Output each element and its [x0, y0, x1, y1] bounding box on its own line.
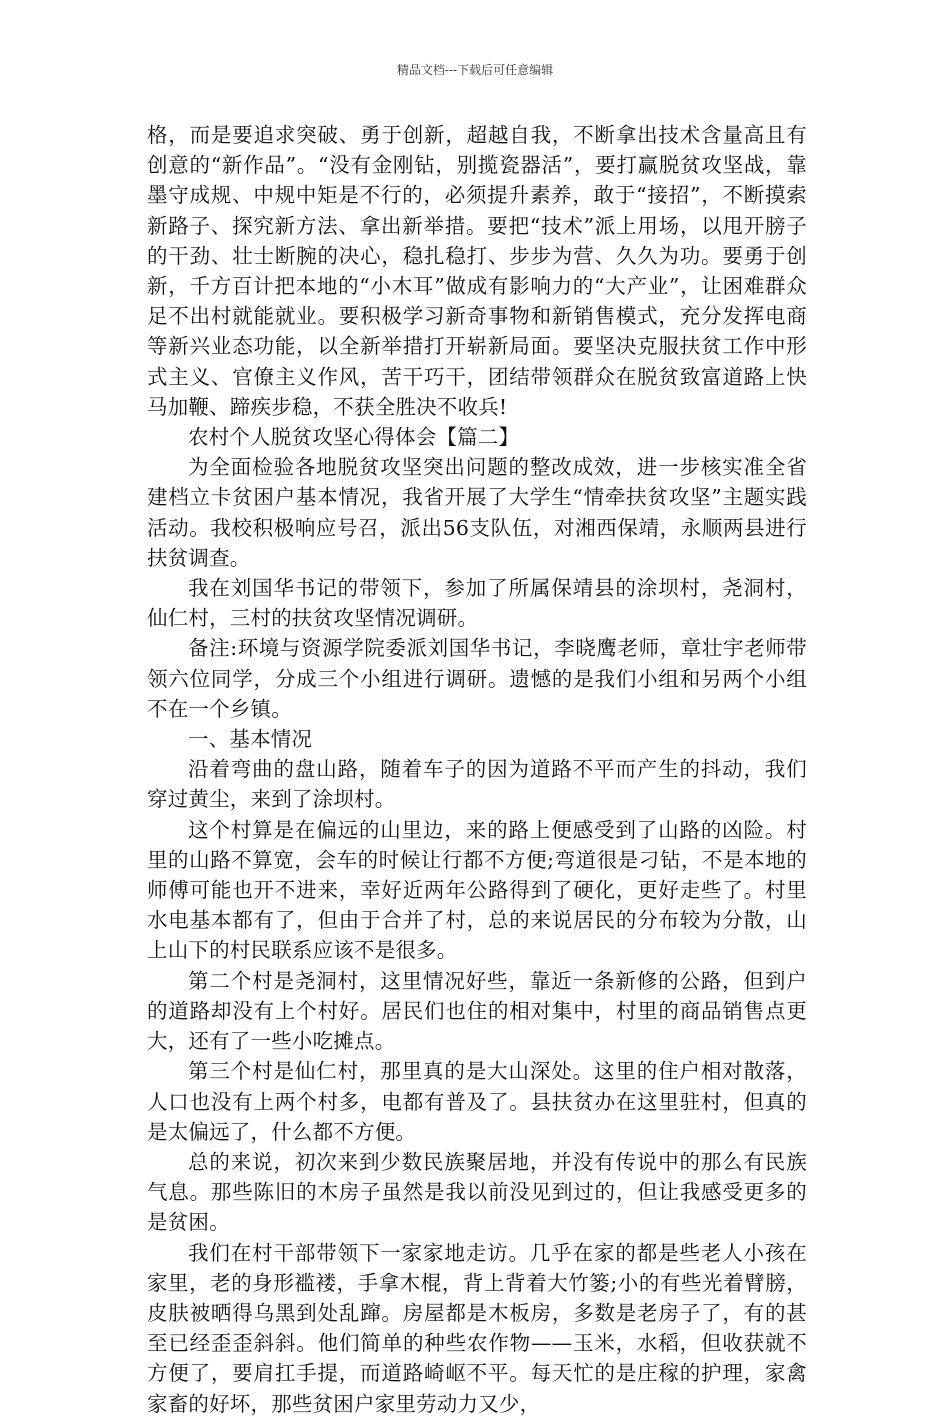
subsection-heading: 一、基本情况 [188, 727, 313, 752]
paragraph: 第二个村是尧洞村，这里情况好些，靠近一条新修的公路，但到户的道路却没有上个村好。居民们也住的相对集中，村里的商品销售点更大，还有了一些小吃摊点。 [147, 968, 807, 1054]
paragraph: 我们在村干部带领下一家家地走访。几乎在家的都是些老人小孩在家里，老的身形褴褛，手拿木棍，背上背着大竹篓;小的有些光着臂膀，皮肤被晒得乌黑到处乱蹿。房屋都是木板房，多数是老房子了，有的甚至已经歪歪斜斜。他们简单的种些农作物——玉米，水稻，但收获就不方便了，要肩扛手提，而道路崎岖不平。每天忙的是庄稼的护理，家禽家畜的好坏，那些贫困户家里劳动力又少， [147, 1240, 807, 1416]
paragraph: 总的来说，初次来到少数民族聚居地，并没有传说中的那么有民族气息。那些陈旧的木房子虽然是我以前没见到过的，但让我感受更多的是贫困。 [147, 1149, 807, 1235]
paragraph: 格，而是要追求突破、勇于创新，超越自我，不断拿出技术含量高且有创意的“新作品”。“没有金刚钻，别揽瓷器活”，要打赢脱贫攻坚战，靠墨守成规、中规中矩是不行的，必须提升素养，敢于“接招”，不断摸索新路子、探究新方法、拿出新举措。要把“技术”派上用场，以甩开膀子的干劲、壮士断腕的决心，稳扎稳打、步步为营、久久为功。要勇于创新，千方百计把本地的“小木耳”做成有影响力的“大产业”，让困难群众足不出村就能就业。要积极学习新奇事物和新销售模式，充分发挥电商等新兴业态功能，以全新举措打开崭新局面。要坚决克服扶贫工作中形式主义、官僚主义作风，苦干巧干，团结带领群众在脱贫致富道路上快马加鞭、蹄疾步稳，不获全胜决不收兵! [147, 123, 807, 419]
section-heading: 农村个人脱贫攻坚心得体会【篇二】 [188, 425, 520, 450]
document-body [147, 120, 807, 1419]
paragraph: 备注:环境与资源学院委派刘国华书记，李晓鹰老师，章壮宇老师带领六位同学，分成三个小组进行调研。遗憾的是我们小组和另两个小组不在一个乡镇。 [147, 636, 807, 721]
paragraph: 为全面检验各地脱贫攻坚突出问题的整改成效，进一步核实准全省建档立卡贫困户基本情况，我省开展了大学生“情牵扶贫攻坚”主题实践活动。我校积极响应号召，派出56支队伍，对湘西保靖，永顺两县进行扶贫调查。 [147, 455, 807, 570]
paragraph: 沿着弯曲的盘山路，随着车子的因为道路不平而产生的抖动，我们穿过黄尘，来到了涂坝村。 [147, 757, 807, 812]
paragraph: 这个村算是在偏远的山里边，来的路上便感受到了山路的凶险。村里的山路不算宽，会车的时候让行都不方便;弯道很是刁钻，不是本地的师傅可能也开不进来，幸好近两年公路得到了硬化，更好走些了。村里水电基本都有了，但由于合并了村，总的来说居民的分布较为分散，山上山下的村民联系应该不是很多。 [147, 817, 807, 963]
paragraph: 我在刘国华书记的带领下，参加了所属保靖县的涂坝村，尧洞村，仙仁村，三村的扶贫攻坚情况调研。 [147, 576, 807, 631]
page-header: 精品文档---下载后可任意编辑 [396, 63, 554, 77]
paragraph: 第三个村是仙仁村，那里真的是大山深处。这里的住户相对散落，人口也没有上两个村多，电都有普及了。县扶贫办在这里驻村，但真的是太偏远了，什么都不方便。 [147, 1059, 807, 1144]
